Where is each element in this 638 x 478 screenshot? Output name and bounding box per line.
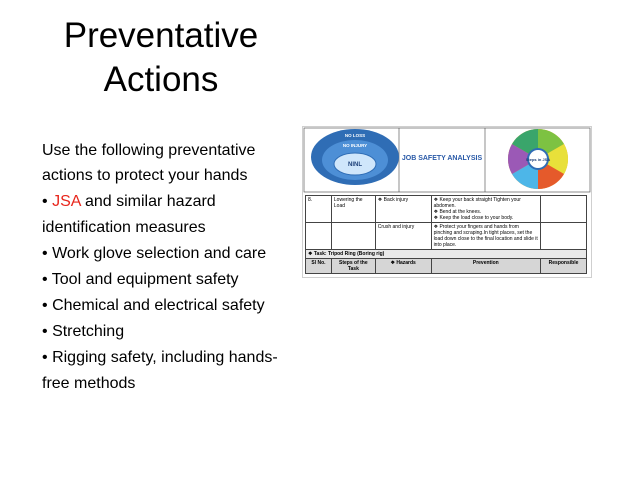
table-row: [306, 223, 587, 250]
col-header-steps: Steps of the Task: [331, 259, 375, 274]
jsa-figure: [302, 126, 592, 278]
row-prevention: ❖ Keep your back straight Tighten your abdomen. ❖ Bend at the knees. ❖ Keep the load close to your body.: [431, 196, 540, 223]
jsa-header-graphic: [303, 127, 591, 195]
row-prevention: ❖ Protect your fingers and hands from pinching and scraping.In tight places, set the load down close to the final location and slide it into place.: [431, 223, 540, 250]
bullet-text: Chemical and electrical safety: [52, 297, 265, 314]
row-number: [306, 223, 332, 250]
bullet-tools: [42, 267, 292, 293]
intro-text: Use the following preventative actions to protect your hands: [42, 142, 256, 184]
bullet-gloves: [42, 241, 292, 267]
bullet-jsa: [42, 189, 292, 241]
task-label: Task: Tripod Ring (Boring rig): [313, 251, 385, 257]
slide-title: [30, 14, 292, 102]
bullet-text: and similar hazard identification measures: [42, 193, 216, 236]
col-header-responsible: Responsible: [541, 259, 587, 274]
bullet-text: Tool and equipment safety: [51, 271, 239, 288]
row-hazard: Crush and injury: [375, 223, 431, 250]
col-header-no: Sl No.: [306, 259, 332, 274]
bullet-marker: •: [42, 323, 48, 340]
logo-ring-text-1: NO LOSS: [344, 133, 366, 138]
row-step: [331, 223, 375, 250]
logo-ring-text-2: NO INJURY: [342, 143, 368, 148]
bullet-rigging: [42, 345, 292, 397]
row-responsible: [541, 223, 587, 250]
jsa-heading: JOB SAFETY ANALYSIS: [401, 155, 483, 162]
bullet-text: Stretching: [52, 323, 125, 340]
bullet-chemical: [42, 293, 292, 319]
col-header-prevention: Prevention: [431, 259, 540, 274]
row-step: Lowering the Load: [331, 196, 375, 223]
row-number: 8.: [306, 196, 332, 223]
row-responsible: [541, 196, 587, 223]
task-row: ❖ Task: Tripod Ring (Boring rig): [306, 250, 587, 259]
jsa-wheel-icon: [508, 129, 568, 189]
col-header-hazards: ❖ Hazards: [375, 259, 431, 274]
bullet-text: Work glove selection and care: [52, 245, 267, 262]
bullet-marker: •: [42, 349, 48, 366]
slide-body: [42, 138, 292, 397]
slide-title-line-2: Actions: [103, 60, 219, 99]
row-hazard: ❖ Back injury: [375, 196, 431, 223]
bullet-stretching: [42, 319, 292, 345]
logo-ring-text-3: NINL: [348, 162, 362, 168]
bullet-marker: •: [42, 297, 48, 314]
bullet-highlight: JSA: [52, 193, 81, 210]
table-row: [306, 196, 587, 223]
wheel-center-label: Steps in JSA: [525, 157, 551, 162]
table-header-row: [306, 259, 587, 274]
jsa-table: [305, 195, 587, 274]
bullet-marker: •: [42, 193, 48, 210]
bullet-marker: •: [42, 271, 48, 288]
bullet-marker: •: [42, 245, 48, 262]
bullet-text: Rigging safety, including hands-free methods: [42, 349, 278, 392]
slide-title-line-1: Preventative: [63, 16, 259, 55]
